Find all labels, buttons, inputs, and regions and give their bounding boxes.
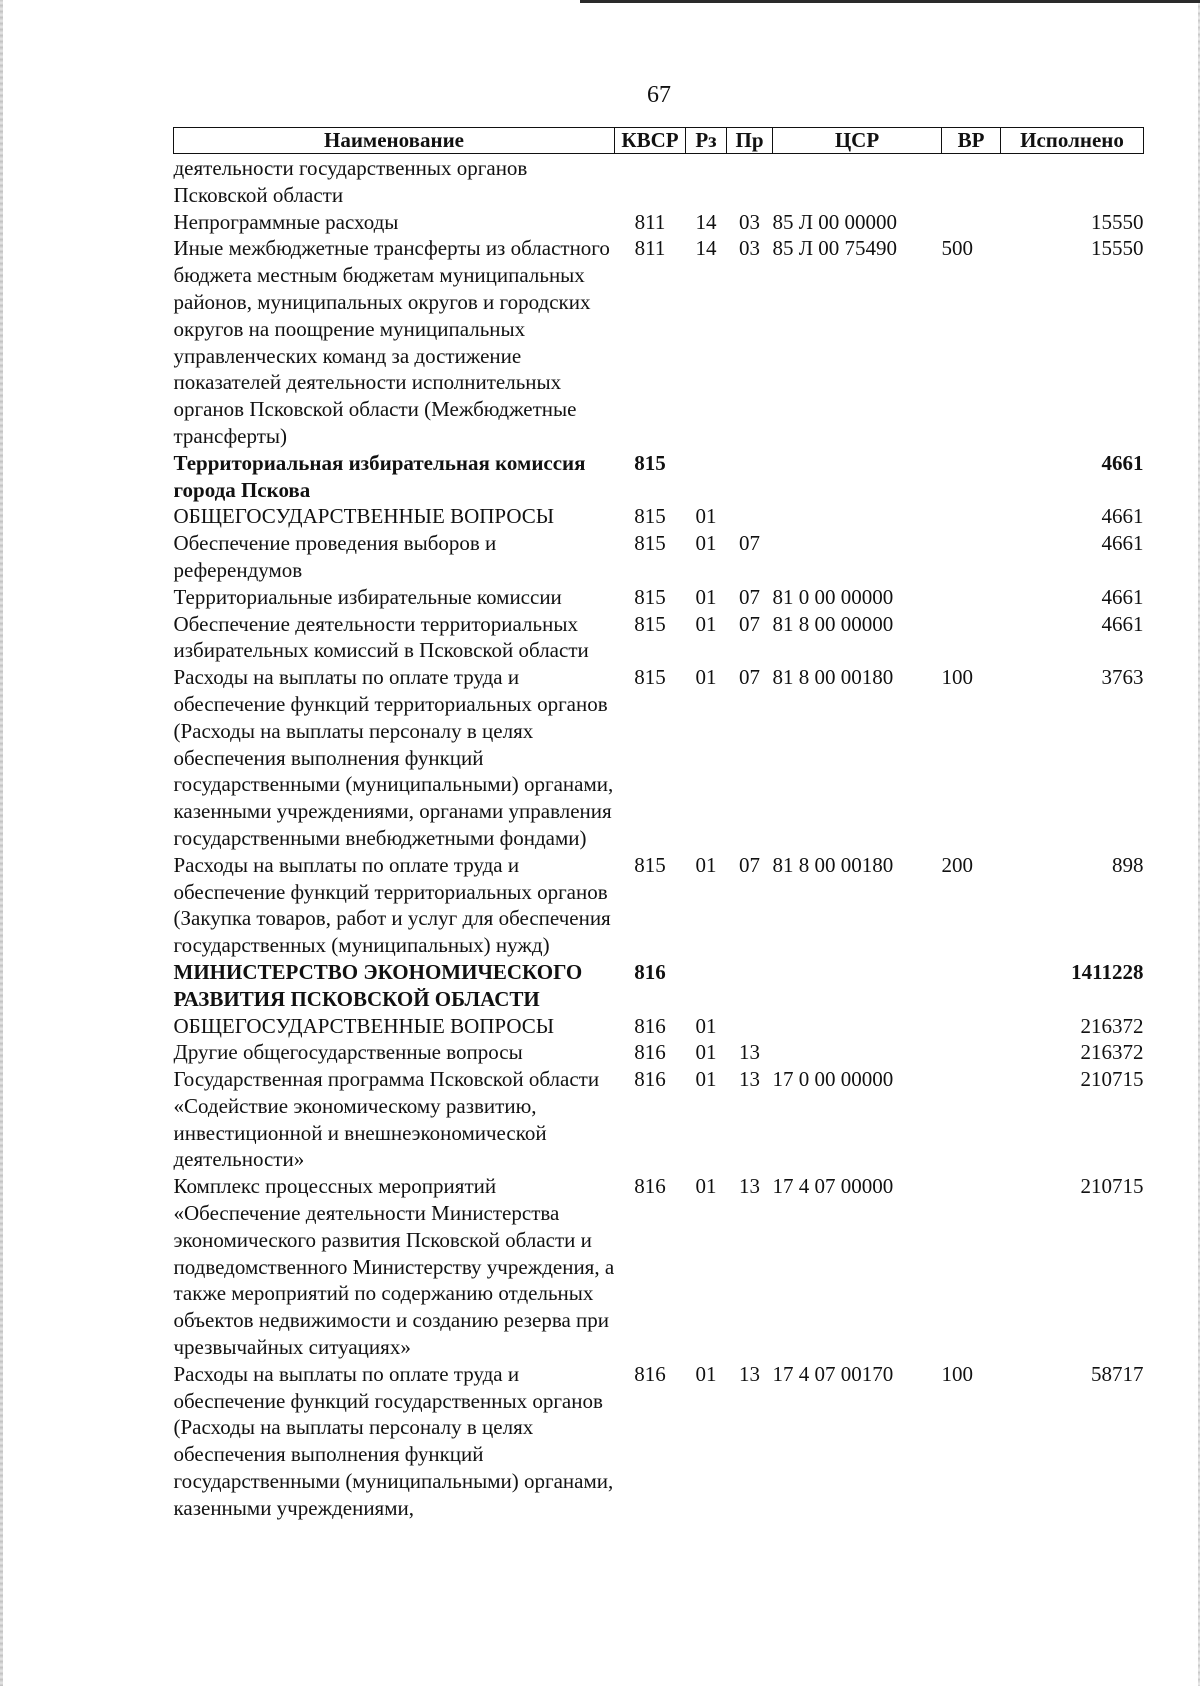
cell-kvsr: 816 [634, 959, 666, 984]
cell-pr: 07 [739, 584, 760, 609]
cell-name: Расходы на выплаты по оплате труда и обеспечение функций государственных органов (Расходы на выплаты персоналу в целях обеспечения выполнения функций государственными (муниципальными) органами, казенными учреждениями, [173, 1361, 614, 1520]
cell-done: 4661 [1101, 504, 1144, 529]
header-pr: Пр [727, 128, 773, 154]
cell-name: Государственная программа Псковской области «Содействие экономическому развитию, инвестиционной и внешнеэкономической деятельности» [173, 1067, 600, 1172]
cell-pr: 07 [739, 665, 760, 690]
cell-done: 15550 [1091, 209, 1144, 234]
cell-name: Расходы на выплаты по оплате труда и обеспечение функций территориальных органов (Закупка товаров, работ и услуг для обеспечения государственных (муниципальных) нужд) [173, 852, 611, 958]
cell-name: Территориальная избирательная комиссия города Пскова [173, 450, 586, 502]
table-row [174, 235, 1144, 449]
cell-done: 216372 [1080, 1040, 1144, 1065]
cell-kvsr: 811 [634, 209, 666, 234]
table-row [174, 1039, 1144, 1066]
cell-csr [773, 530, 942, 584]
cell-pr: 13 [739, 1040, 760, 1065]
table-row [174, 154, 1144, 209]
cell-vr [942, 959, 1001, 1013]
cell-rz: 14 [695, 209, 717, 234]
cell-rz: 01 [695, 531, 717, 556]
cell-pr: 07 [739, 611, 760, 636]
cell-kvsr: 816 [634, 1174, 666, 1199]
cell-csr: 17 0 00 00000 [772, 1067, 894, 1092]
cell-pr [727, 959, 773, 1013]
cell-rz: 01 [695, 1067, 717, 1092]
cell-rz: 01 [695, 1174, 717, 1199]
cell-done: 4661 [1101, 450, 1144, 475]
header-kvsr: КВСР [615, 128, 686, 154]
cell-csr: 85 Л 00 75490 [772, 236, 897, 261]
cell-rz: 01 [695, 1013, 717, 1038]
cell-pr [727, 450, 773, 504]
cell-name: Непрограммные расходы [173, 209, 399, 234]
table-row [174, 209, 1144, 236]
cell-vr [942, 503, 1001, 530]
cell-done: 210715 [1080, 1067, 1144, 1092]
cell-csr: 81 8 00 00000 [772, 611, 894, 636]
cell-name: Расходы на выплаты по оплате труда и обеспечение функций территориальных органов (Расходы на выплаты персоналу в целях обеспечения выполнения функций государственными (муниципальными) органами, казенными учреждениями, органами управления государственными внебюджетными фондами) [173, 665, 614, 850]
cell-pr [727, 1013, 773, 1040]
scan-top-line [580, 0, 1200, 3]
cell-name: Территориальные избирательные комиссии [173, 584, 562, 609]
cell-done: 216372 [1080, 1013, 1144, 1038]
cell-name: МИНИСТЕРСТВО ЭКОНОМИЧЕСКОГО РАЗВИТИЯ ПСКОВСКОЙ ОБЛАСТИ [173, 959, 583, 1011]
cell-kvsr: 816 [634, 1013, 666, 1038]
table-row [174, 1013, 1144, 1040]
cell-csr [773, 450, 942, 504]
cell-csr: 17 4 07 00000 [772, 1174, 894, 1199]
cell-pr: 13 [739, 1174, 760, 1199]
cell-rz: 01 [695, 504, 717, 529]
cell-rz [686, 450, 727, 504]
cell-vr: 500 [941, 236, 973, 261]
cell-vr [942, 1066, 1001, 1173]
cell-vr [942, 584, 1001, 611]
cell-kvsr: 815 [634, 504, 666, 529]
cell-csr: 81 8 00 00180 [772, 852, 894, 877]
cell-pr: 13 [739, 1067, 760, 1092]
cell-pr: 07 [739, 852, 760, 877]
header-name: Наименование [174, 128, 615, 154]
cell-pr: 07 [739, 531, 760, 556]
table-row [174, 664, 1144, 852]
cell-rz: 01 [695, 611, 717, 636]
scan-edge-left [0, 0, 3, 1686]
cell-csr [773, 959, 942, 1013]
cell-rz: 01 [695, 1040, 717, 1065]
table-row [174, 1361, 1144, 1522]
table-row [174, 584, 1144, 611]
cell-vr [942, 1173, 1001, 1361]
cell-name: Обеспечение деятельности территориальных избирательных комиссий в Псковской области [173, 611, 589, 663]
cell-vr: 100 [941, 665, 973, 690]
cell-csr [773, 154, 942, 209]
cell-pr: 03 [739, 236, 760, 261]
cell-kvsr: 816 [634, 1067, 666, 1092]
cell-name: Иные межбюджетные трансферты из областного бюджета местным бюджетам муниципальных районов, муниципальных округов и городских округов на поощрение муниципальных управленческих команд за достижение показателей деятельности исполнительных органов Псковской области (Межбюджетные трансферты) [173, 236, 610, 448]
cell-rz [686, 154, 727, 209]
header-vr: ВР [942, 128, 1001, 154]
table-row [174, 530, 1144, 584]
cell-csr: 81 0 00 00000 [772, 584, 894, 609]
cell-done: 1411228 [1071, 959, 1144, 984]
cell-vr [942, 450, 1001, 504]
cell-rz [686, 959, 727, 1013]
cell-pr: 13 [739, 1361, 760, 1386]
cell-rz: 01 [695, 852, 717, 877]
cell-kvsr: 815 [634, 852, 666, 877]
cell-done: 210715 [1080, 1174, 1144, 1199]
cell-csr: 85 Л 00 00000 [772, 209, 897, 234]
cell-name: Обеспечение проведения выборов и референдумов [173, 531, 497, 582]
table-row [174, 1066, 1144, 1173]
cell-rz: 14 [695, 236, 717, 261]
cell-kvsr: 815 [634, 665, 666, 690]
cell-name: Комплекс процессных мероприятий «Обеспечение деятельности Министерства экономического развития Псковской области и подведомственного Министерству учреждения, а также мероприятий по содержанию отдельных объектов недвижимости и созданию резерва при чрезвычайных ситуациях» [173, 1174, 615, 1360]
cell-name: ОБЩЕГОСУДАРСТВЕННЫЕ ВОПРОСЫ [173, 504, 555, 529]
table-row [174, 959, 1144, 1013]
cell-kvsr: 815 [634, 450, 666, 475]
header-csr: ЦСР [773, 128, 942, 154]
cell-rz: 01 [695, 665, 717, 690]
header-done: Исполнено [1001, 128, 1144, 154]
cell-pr: 03 [739, 209, 760, 234]
cell-kvsr: 816 [634, 1040, 666, 1065]
table-body [174, 154, 1144, 1522]
cell-done: 4661 [1101, 611, 1144, 636]
cell-done: 58717 [1091, 1361, 1144, 1386]
cell-pr [727, 154, 773, 209]
cell-vr [942, 154, 1001, 209]
cell-name: ОБЩЕГОСУДАРСТВЕННЫЕ ВОПРОСЫ [173, 1013, 555, 1038]
cell-csr: 17 4 07 00170 [772, 1361, 894, 1386]
cell-pr [727, 503, 773, 530]
cell-name: деятельности государственных органов Псковской области [173, 156, 528, 207]
cell-vr [942, 611, 1001, 665]
table-row [174, 1173, 1144, 1361]
cell-done: 3763 [1101, 665, 1144, 690]
cell-vr: 200 [941, 852, 973, 877]
cell-csr [773, 1013, 942, 1040]
cell-done: 898 [1112, 852, 1144, 877]
cell-csr [773, 1039, 942, 1066]
cell-vr [942, 530, 1001, 584]
cell-rz: 01 [695, 584, 717, 609]
cell-rz: 01 [695, 1361, 717, 1386]
cell-csr [773, 503, 942, 530]
cell-done [1001, 154, 1144, 209]
cell-vr [942, 1013, 1001, 1040]
cell-done: 4661 [1101, 584, 1144, 609]
table-row [174, 503, 1144, 530]
cell-kvsr: 815 [634, 584, 666, 609]
cell-csr: 81 8 00 00180 [772, 665, 894, 690]
page-number: 67 [647, 82, 671, 108]
cell-name: Другие общегосударственные вопросы [173, 1040, 523, 1065]
cell-done: 15550 [1091, 236, 1144, 261]
cell-vr [942, 209, 1001, 236]
budget-table [173, 127, 1144, 1522]
cell-kvsr: 815 [634, 531, 666, 556]
cell-kvsr: 811 [634, 236, 666, 261]
cell-vr [942, 1039, 1001, 1066]
cell-vr: 100 [941, 1361, 973, 1386]
cell-kvsr: 815 [634, 611, 666, 636]
table-row [174, 852, 1144, 959]
table-row [174, 450, 1144, 504]
cell-kvsr [615, 154, 686, 209]
table-header-row [174, 128, 1144, 154]
table-row [174, 611, 1144, 665]
cell-kvsr: 816 [634, 1361, 666, 1386]
header-rz: Рз [686, 128, 727, 154]
cell-done: 4661 [1101, 531, 1144, 556]
